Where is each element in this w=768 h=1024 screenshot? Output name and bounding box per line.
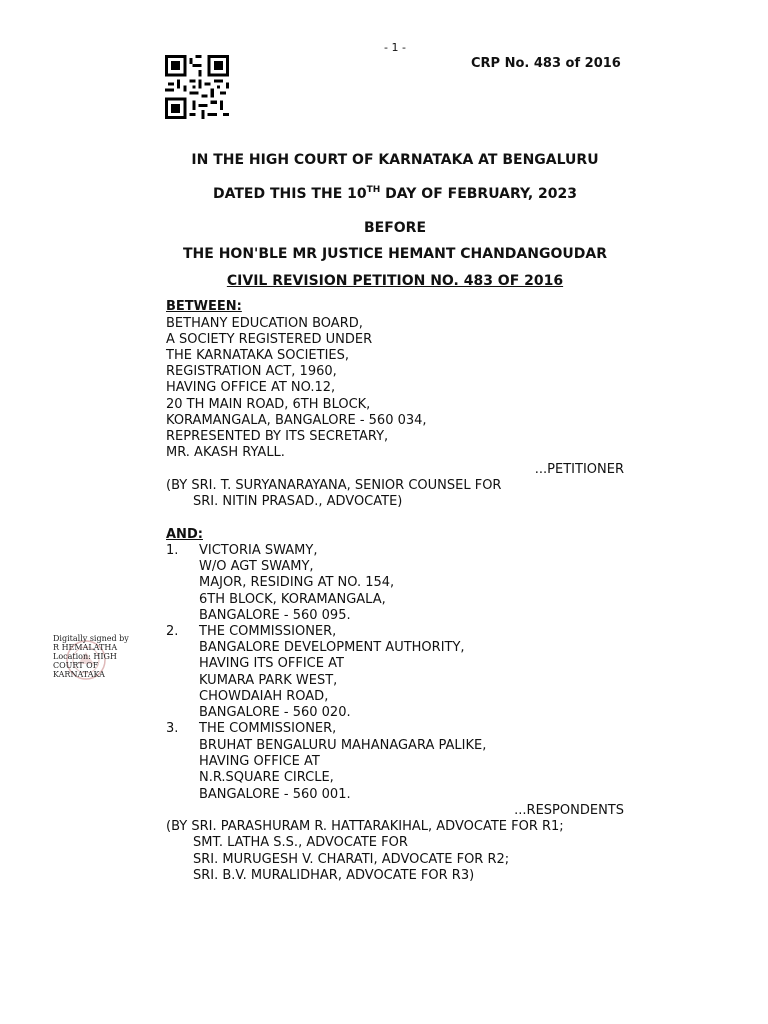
respondent-line: VICTORIA SWAMY, — [199, 543, 318, 558]
petitioner-line: REGISTRATION ACT, 1960, — [166, 364, 337, 379]
petition-title: CIVIL REVISION PETITION NO. 483 OF 2016 — [226, 273, 564, 289]
respondent-line: BANGALORE - 560 001. — [199, 787, 351, 802]
respondent-number: 1. — [166, 543, 179, 558]
petitioner-line: BETHANY EDUCATION BOARD, — [166, 316, 363, 331]
respondent-number: 2. — [166, 624, 179, 639]
dated-sup: TH — [366, 185, 381, 195]
petitioner-line: 20 TH MAIN ROAD, 6TH BLOCK, — [166, 397, 371, 412]
dated-line — [0, 186, 768, 202]
petitioner-line: KORAMANGALA, BANGALORE - 560 034, — [166, 413, 427, 428]
between-heading: BETWEEN: — [166, 299, 242, 314]
respondent-line: THE COMMISSIONER, — [199, 721, 337, 736]
qr-code-icon — [165, 55, 229, 119]
dated-suffix: DAY OF FEBRUARY, 2023 — [380, 186, 577, 202]
petitioner-role: ...PETITIONER — [534, 462, 624, 477]
signature-line: KARNATAKA — [53, 670, 105, 679]
respondent-line: BRUHAT BENGALURU MAHANAGARA PALIKE, — [199, 738, 487, 753]
judge-name: THE HON'BLE MR JUSTICE HEMANT CHANDANGOUDAR — [183, 246, 607, 262]
petitioner-line: HAVING OFFICE AT NO.12, — [166, 380, 336, 395]
case-reference: CRP No. 483 of 2016 — [471, 56, 621, 71]
respondent-line: BANGALORE DEVELOPMENT AUTHORITY, — [199, 640, 465, 655]
signature-line: Location: HIGH — [53, 652, 117, 661]
respondent-line: BANGALORE - 560 020. — [199, 705, 351, 720]
petitioner-counsel: SRI. NITIN PRASAD., ADVOCATE) — [193, 494, 403, 509]
before-heading: BEFORE — [363, 220, 427, 236]
respondent-counsel: SRI. B.V. MURALIDHAR, ADVOCATE FOR R3) — [193, 868, 475, 883]
petitioner-line: REPRESENTED BY ITS SECRETARY, — [166, 429, 389, 444]
respondent-counsel: SRI. MURUGESH V. CHARATI, ADVOCATE FOR R2; — [193, 852, 510, 867]
petitioner-line: A SOCIETY REGISTERED UNDER — [166, 332, 373, 347]
respondent-counsel: SMT. LATHA S.S., ADVOCATE FOR — [193, 835, 408, 850]
signature-line: Digitally signed by — [53, 634, 129, 643]
respondent-line: 6TH BLOCK, KORAMANGALA, — [199, 592, 386, 607]
respondent-line: W/O AGT SWAMY, — [199, 559, 314, 574]
respondent-line: HAVING OFFICE AT — [199, 754, 320, 769]
petitioner-counsel: (BY SRI. T. SURYANARAYANA, SENIOR COUNSEL FOR — [166, 478, 502, 493]
and-heading: AND: — [166, 527, 203, 542]
respondent-line: N.R.SQUARE CIRCLE, — [199, 770, 334, 785]
respondent-line: MAJOR, RESIDING AT NO. 154, — [199, 575, 395, 590]
petitioner-line: THE KARNATAKA SOCIETIES, — [166, 348, 350, 363]
respondent-counsel: (BY SRI. PARASHURAM R. HATTARAKIHAL, ADVOCATE FOR R1; — [166, 819, 564, 834]
respondent-line: KUMARA PARK WEST, — [199, 673, 338, 688]
respondents-role: ...RESPONDENTS — [514, 803, 624, 818]
dated-prefix: DATED THIS THE 10 — [213, 186, 367, 202]
page-number: - 1 - — [384, 41, 406, 54]
petitioner-line: MR. AKASH RYALL. — [166, 445, 285, 460]
respondent-line: THE COMMISSIONER, — [199, 624, 337, 639]
respondent-line: BANGALORE - 560 095. — [199, 608, 351, 623]
respondent-number: 3. — [166, 721, 179, 736]
court-title: IN THE HIGH COURT OF KARNATAKA AT BENGALURU — [191, 152, 599, 168]
signature-line: R HEMALATHA — [53, 643, 118, 652]
digital-signature — [53, 634, 143, 679]
signature-line: COURT OF — [53, 661, 99, 670]
respondent-line: CHOWDAIAH ROAD, — [199, 689, 329, 704]
respondent-line: HAVING ITS OFFICE AT — [199, 656, 344, 671]
